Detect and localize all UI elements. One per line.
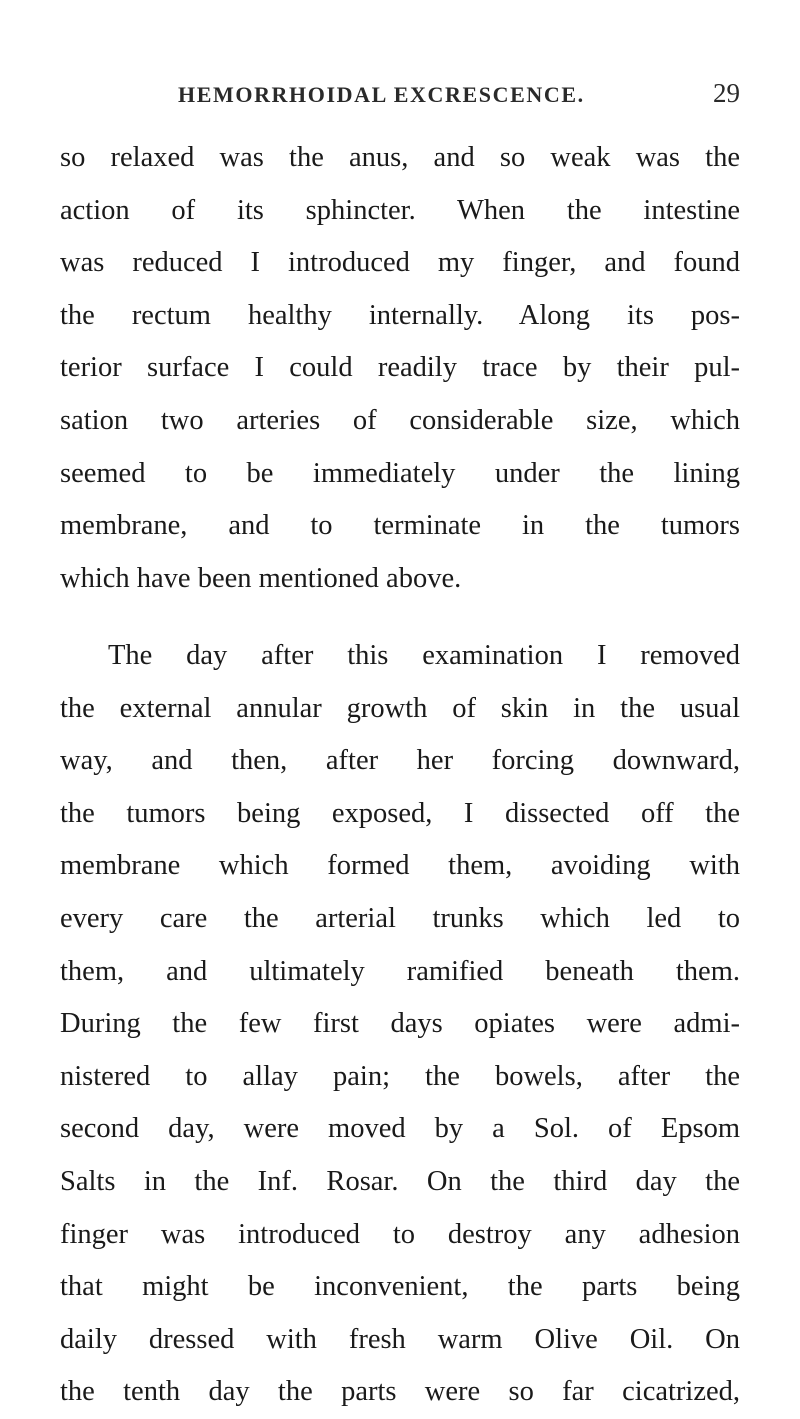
paragraph-1 [60,132,740,605]
text-line: the external annular growth of skin in the usual [60,692,740,724]
text-line: During the few first days opiates were admi- [60,1008,740,1040]
text-line: action of its sphincter. When the intestine [60,194,740,226]
text-line: so relaxed was the anus, and so weak was the [60,142,740,173]
text-line: Salts in the Inf. Rosar. On the third day the [60,1165,740,1197]
running-head [60,78,740,118]
text-line: that might be inconvenient, the parts being [60,1271,740,1303]
text-line: way, and then, after her forcing downward, [60,745,740,777]
text-line: which have been mentioned above. [60,562,462,594]
text-line: membrane, and to terminate in the tumors [60,510,740,542]
text-line: membrane which formed them, avoiding with [60,850,740,882]
page-number: 29 [713,78,740,108]
text-line: the tumors being exposed, I dissected off the [60,797,740,829]
running-head-title: HEMORRHOIDAL EXCRESCENCE. [178,82,585,107]
text-line: was reduced I introduced my finger, and found [60,247,740,279]
text-line: the rectum healthy internally. Along its pos- [60,299,740,331]
text-line: terior surface I could readily trace by their pul- [60,352,740,384]
text-line: them, and ultimately ramified beneath them. [60,955,740,987]
text-line: The day after this examination I removed [108,640,740,671]
paragraph-2 [60,630,740,1419]
text-line: daily dressed with fresh warm Olive Oil. On [60,1323,740,1355]
text-line: second day, were moved by a Sol. of Epsom [60,1113,740,1145]
text-line: seemed to be immediately under the lining [60,457,740,489]
text-line: the tenth day the parts were so far cicatrized, [60,1376,740,1408]
text-line: finger was introduced to destroy any adhesion [60,1218,740,1250]
text-line: every care the arterial trunks which led to [60,902,740,934]
text-line: nistered to allay pain; the bowels, after the [60,1060,740,1092]
text-line: sation two arteries of considerable size, which [60,404,740,436]
